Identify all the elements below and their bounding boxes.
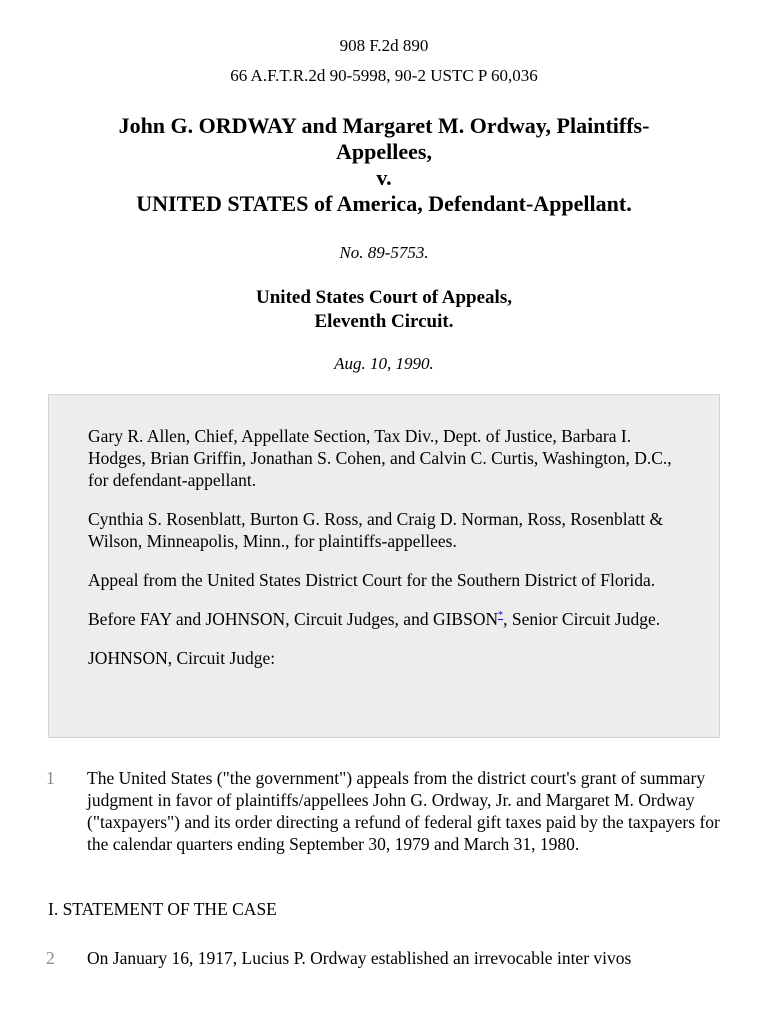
court-name	[0, 286, 768, 334]
tax-reporter-citation: 66 A.F.T.R.2d 90-5998, 90-2 USTC P 60,036	[230, 66, 538, 85]
parties-line: Appellees,	[336, 139, 432, 164]
reporter-citation: 908 F.2d 890	[339, 36, 429, 55]
case-parties	[60, 113, 708, 217]
paragraph-number: 1	[46, 768, 55, 788]
parties-versus: v.	[376, 165, 392, 190]
section-heading: I. STATEMENT OF THE CASE	[48, 899, 277, 919]
court-line: United States Court of Appeals,	[256, 287, 512, 308]
counsel-appellees: Cynthia S. Rosenblatt, Burton G. Ross, and Craig D. Norman, Ross, Rosenblatt & Wilson, Minneapolis, Minn., for plaintiffs-appellees.	[88, 509, 664, 551]
parties-line: John G. ORDWAY and Margaret M. Ordway, Plaintiffs-	[118, 113, 650, 138]
paragraph-text: The United States ("the government") appeals from the district court's grant of summary judgment in favor of plaintiffs/appellees John G. Ordway, Jr. and Margaret M. Ordway ("taxpayers") and its order directing a refund of federal gift taxes paid by the taxpayers for the calendar quarters ending September 30, 1979 and March 31, 1980.	[87, 768, 720, 854]
panel	[88, 608, 679, 630]
footnote-link[interactable]: *	[498, 610, 504, 621]
court-line: Eleventh Circuit.	[314, 311, 454, 332]
prelims-box	[48, 394, 720, 738]
paragraph-text: On January 16, 1917, Lucius P. Ordway established an irrevocable inter vivos	[87, 948, 632, 968]
opinion-author: JOHNSON, Circuit Judge:	[88, 648, 276, 668]
counsel-appellant: Gary R. Allen, Chief, Appellate Section, Tax Div., Dept. of Justice, Barbara I. Hodges, Brian Griffin, Jonathan S. Cohen, and Calvin C. Curtis, Washington, D.C., for defendant-appellant.	[88, 426, 672, 490]
docket-number: No. 89-5753.	[339, 243, 429, 262]
panel-senior-judge: , Senior Circuit Judge.	[503, 609, 661, 629]
panel-judges: Before FAY and JOHNSON, Circuit Judges, and GIBSON	[88, 609, 499, 629]
decision-date: Aug. 10, 1990.	[334, 354, 434, 373]
appeal-from: Appeal from the United States District Court for the Southern District of Florida.	[88, 570, 656, 590]
paragraph-number: 2	[46, 948, 55, 968]
parties-line: UNITED STATES of America, Defendant-Appellant.	[136, 191, 632, 216]
